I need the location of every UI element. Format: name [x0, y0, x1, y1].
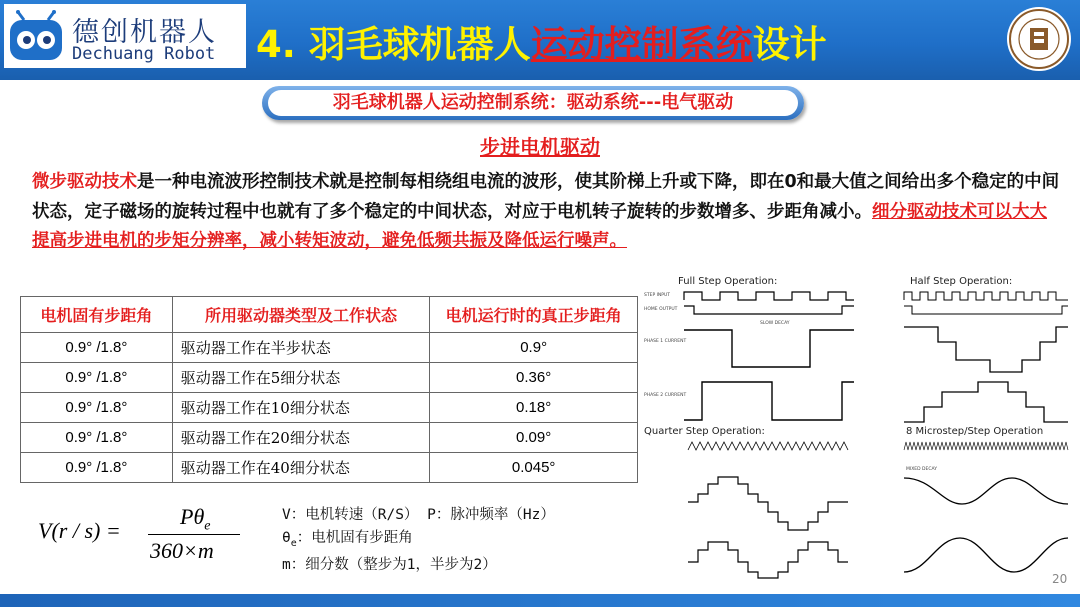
company-logo — [4, 4, 246, 68]
table-row — [21, 423, 638, 453]
logo-name-en: Dechuang Robot — [72, 44, 216, 64]
step-angle-table — [20, 296, 638, 483]
subtitle-banner — [262, 86, 804, 120]
label-phase1: PHASE 1 CURRENT — [644, 339, 687, 344]
label-step-input: STEP INPUT — [644, 293, 671, 298]
table-header: 电机固有步距角 — [21, 297, 173, 333]
legend-line-2 — [282, 526, 413, 549]
paragraph-lead: 微步驱动技术 — [32, 172, 137, 192]
formula-subscript: e — [204, 518, 211, 534]
panel-title-quarter: Quarter Step Operation: — [644, 426, 765, 437]
section-title: 步进电机驱动 — [480, 135, 600, 159]
table-cell: 驱动器工作在半步状态 — [172, 333, 430, 363]
table-row — [21, 363, 638, 393]
legend-line-3: m：细分数（整步为1，半步为2） — [282, 557, 497, 573]
formula-numerator — [180, 504, 210, 534]
table-row — [21, 393, 638, 423]
table-cell: 驱动器工作在5细分状态 — [172, 363, 430, 393]
title-highlight: 运动控制系统 — [530, 23, 753, 66]
logo-name-cn: 德创机器人 — [72, 17, 217, 48]
label-mixed-decay: MIXED DECAY — [906, 467, 937, 472]
legend-line-2-text: ：电机固有步距角 — [296, 530, 413, 546]
stepper-waveform-diagrams — [642, 272, 1074, 582]
formula-numerator-text: Pθ — [180, 504, 205, 529]
footer-bar — [0, 594, 1080, 607]
table-cell: 0.9° /1.8° — [21, 393, 173, 423]
label-phase2: PHASE 2 CURRENT — [644, 393, 687, 398]
table-cell: 0.9° /1.8° — [21, 453, 173, 483]
school-emblem-icon — [1006, 6, 1072, 72]
legend-line-1: V：电机转速（R/S） P：脉冲频率（Hz） — [282, 507, 555, 523]
robot-logo-icon — [8, 10, 64, 64]
table-row — [21, 333, 638, 363]
fraction-bar — [148, 534, 240, 535]
table-cell: 0.09° — [430, 423, 638, 453]
page-number: 20 — [1052, 572, 1068, 586]
table-header: 电机运行时的真正步距角 — [430, 297, 638, 333]
title-suffix: 设计 — [752, 23, 827, 66]
legend-theta-sub: e — [290, 537, 297, 549]
legend-theta: θ — [282, 530, 291, 546]
table-cell: 0.9° /1.8° — [21, 423, 173, 453]
table-cell: 0.18° — [430, 393, 638, 423]
table-cell: 0.9° — [430, 333, 638, 363]
paragraph-emphasis: 细分驱动技术可以大大提高步进电机的步矩分辨率，减小转矩波动，避免低频共振及降低运行噪声。 — [32, 201, 1047, 251]
table-cell: 0.9° /1.8° — [21, 333, 173, 363]
subtitle-text: 羽毛球机器人运动控制系统：驱动系统---电气驱动 — [268, 90, 798, 116]
table-cell: 驱动器工作在10细分状态 — [172, 393, 430, 423]
table-header-row — [21, 297, 638, 333]
table-cell: 驱动器工作在40细分状态 — [172, 453, 430, 483]
header-bar — [0, 0, 1080, 80]
table-cell: 驱动器工作在20细分状态 — [172, 423, 430, 453]
table-cell: 0.045° — [430, 453, 638, 483]
speed-formula — [30, 500, 250, 570]
panel-title-eighth: 8 Microstep/Step Operation — [906, 426, 1044, 437]
description-paragraph — [32, 168, 1062, 257]
panel-title-full: Full Step Operation: — [678, 276, 778, 287]
table-header: 所用驱动器类型及工作状态 — [172, 297, 430, 333]
slide-title — [256, 14, 827, 68]
formula-lhs: V(r / s) = — [38, 518, 121, 543]
formula-denominator: 360×m — [150, 538, 214, 563]
label-home-output: HOME OUTPUT — [644, 307, 678, 312]
panel-title-half: Half Step Operation: — [910, 276, 1013, 287]
paragraph-body: 是一种电流波形控制技术就是控制每相绕组电流的波形，使其阶梯上升或下降，即在0和最大值之间给出多个稳定的中间状态，定子磁场的旋转过程中也就有了多个稳定的中间状态，对应于电机转子旋转的步数增多、步距角减小。 — [32, 172, 1060, 222]
label-slow-decay: SLOW DECAY — [760, 321, 790, 326]
table-cell: 0.9° /1.8° — [21, 363, 173, 393]
table-row — [21, 453, 638, 483]
title-prefix: 4. 羽毛球机器人 — [256, 23, 531, 66]
table-cell: 0.36° — [430, 363, 638, 393]
